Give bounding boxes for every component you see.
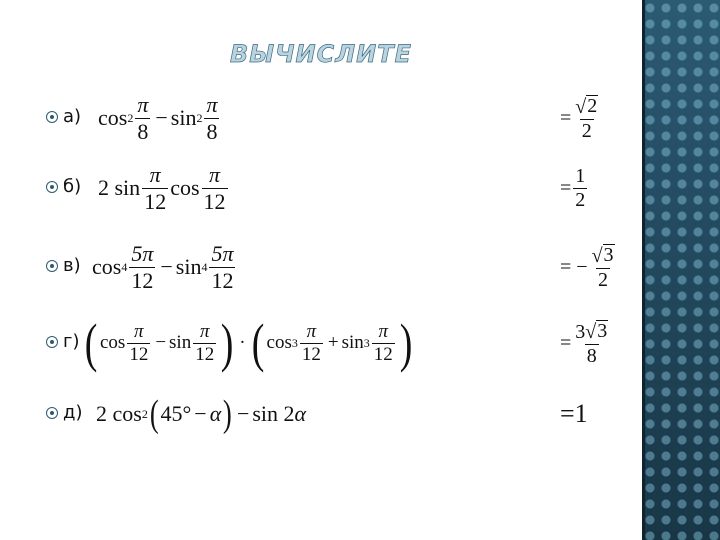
- item-label-d: г): [63, 331, 80, 352]
- expression-a: cos 2 $\frac{\pi}{8}$ − sin 2 $\frac{\pi}{8}$: [98, 92, 218, 144]
- expression-e: 2 cos 2 ( 45° − α ) − sin 2 α: [96, 393, 307, 435]
- answer-a: = √ 2 2: [560, 94, 598, 142]
- item-label-c: в): [63, 255, 81, 276]
- slide-title: ВЫЧИСЛИТЕ: [229, 40, 413, 68]
- bullet-icon: [46, 111, 58, 123]
- answer-b: = $\frac{1}{2}$: [560, 164, 586, 211]
- expression-c: cos 4 $\frac{5\pi}{12}$ − sin 4 $\frac{5\pi}{12}$: [92, 241, 234, 293]
- answer-e: = 1: [560, 399, 588, 428]
- sidebar-edge: [642, 0, 645, 540]
- exercise-b: [0, 158, 640, 218]
- exercise-e: [0, 384, 640, 444]
- exercise-a: [0, 88, 640, 148]
- answer-c: = − √ 3 2: [560, 243, 614, 291]
- bullet-icon: [46, 407, 58, 419]
- item-label-e: д): [63, 402, 83, 423]
- exercise-d: [0, 313, 640, 373]
- decorative-sidebar: [642, 0, 720, 540]
- exercise-c: [0, 237, 640, 297]
- expression-d: ( cos $\frac{\pi}{12}$ − sin $\frac{\pi}{12}$ ) · ( cos 3 $\frac{\pi}{12}$ + sin 3 $\frac{\pi}{12}$ ): [84, 313, 413, 373]
- bullet-icon: [46, 336, 58, 348]
- item-label-a: а): [63, 106, 82, 127]
- answer-d: = 3 √ 3 8: [560, 319, 608, 367]
- bullet-icon: [46, 260, 58, 272]
- bullet-icon: [46, 181, 58, 193]
- item-label-b: б): [63, 176, 82, 197]
- expression-b: 2 sin $\frac{\pi}{12}$ cos $\frac{\pi}{12}$: [98, 162, 226, 214]
